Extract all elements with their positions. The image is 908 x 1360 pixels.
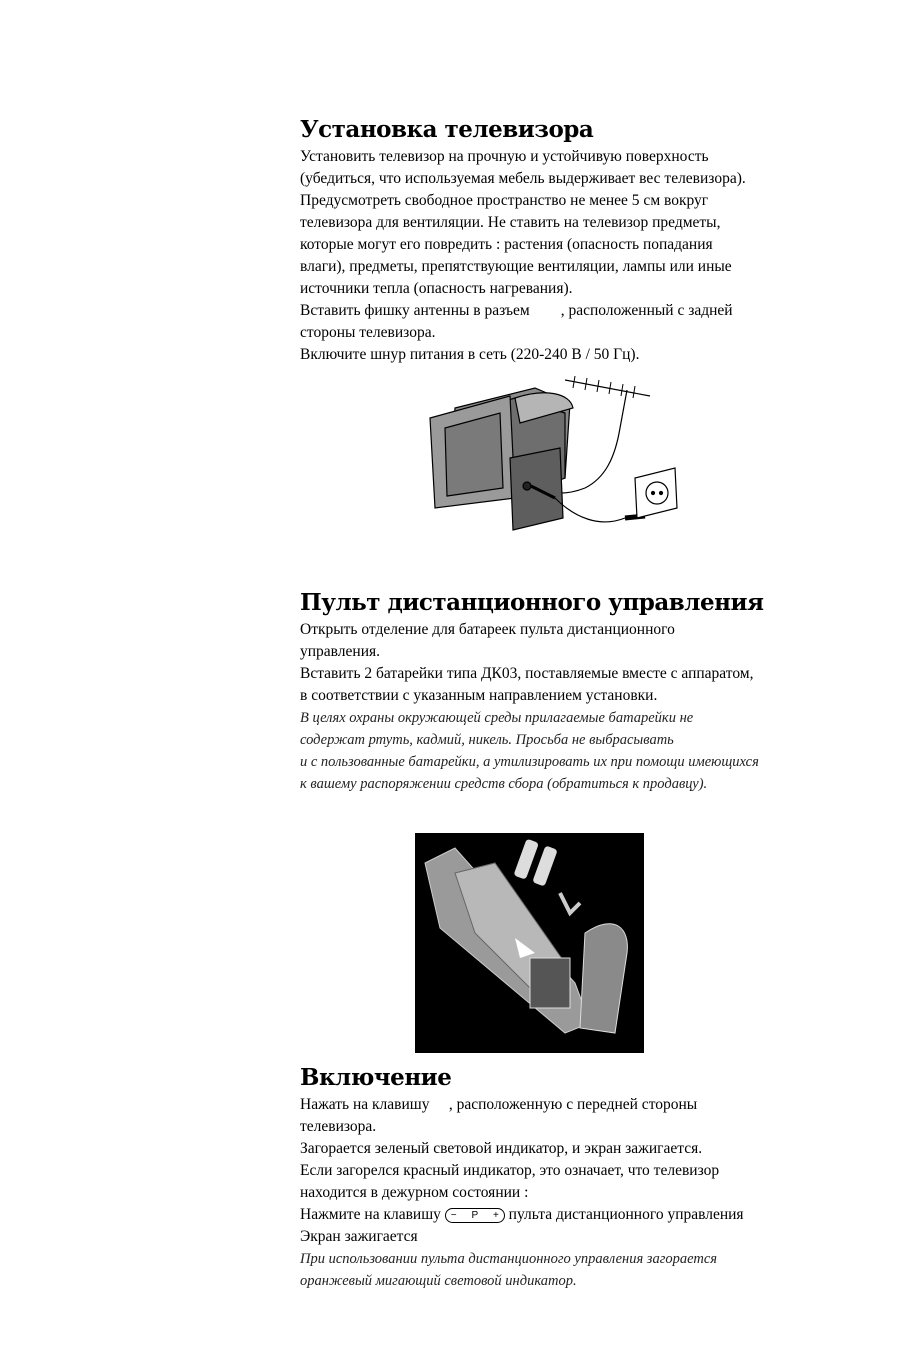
text-line: Предусмотреть свободное пространство не менее 5 см вокруг (300, 192, 709, 209)
text-line: Если загорелся красный индикатор, это означает, что телевизор (300, 1162, 720, 1179)
text-line: Загорается зеленый световой индикатор, и экран зажигается. (300, 1140, 703, 1157)
text-line: Вставить фишку антенны в разъем , расположенный с задней (300, 302, 733, 319)
text-line: Вставить 2 батарейки типа ДК03, поставляемые вместе с аппаратом, (300, 665, 754, 682)
section-title: Установка телевизора (300, 116, 594, 143)
section-title: Пульт дистанционного управления (300, 589, 764, 616)
text-line: в соответствии с указанным направлением установки. (300, 687, 658, 704)
tv-installation-illustration (415, 368, 685, 548)
section-remote-control (300, 588, 860, 795)
p-label: P (471, 1209, 479, 1221)
text-line: которые могут его повредить : растения (опасность попадания (300, 236, 713, 253)
text-line: Включите шнур питания в сеть (220-240 В / 50 Гц). (300, 346, 640, 363)
italic-note-line: В целях охраны окружающей среды прилагаемые батарейки не (300, 710, 694, 726)
text-line: Экран зажигается (300, 1228, 418, 1245)
program-button-icon (445, 1208, 505, 1223)
press-text: Нажмите на клавишу (300, 1206, 441, 1223)
text-line: управления. (300, 643, 380, 660)
section-tv-installation (300, 115, 860, 366)
text-line: находится в дежурном состоянии : (300, 1184, 529, 1201)
text-line: влаги), предметы, препятствующие вентиляции, лампы или иные (300, 258, 732, 275)
italic-note-line: оранжевый мигающий световой индикатор. (300, 1273, 577, 1289)
text-line: телевизора для вентиляции. Не ставить на телевизор предметы, (300, 214, 721, 231)
remote-battery-illustration (415, 833, 644, 1053)
press-text-after: пульта дистанционного управления (508, 1206, 744, 1223)
text-line: источники тепла (опасность нагревания). (300, 280, 573, 297)
section-title: Включение (300, 1064, 452, 1091)
text-line: телевизора. (300, 1118, 377, 1135)
plus-label: + (492, 1209, 499, 1221)
italic-note-line: При использовании пульта дистанционного управления загорается (300, 1251, 718, 1267)
text-line: (убедиться, что используемая мебель выдерживает вес телевизора). (300, 170, 746, 187)
minus-label: − (450, 1209, 457, 1221)
italic-note-line: содержат ртуть, кадмий, никель. Просьба не выбрасывать (300, 732, 674, 748)
italic-note-line: к вашему распоряжении средств сбора (обратиться к продавцу). (300, 776, 708, 792)
text-line (300, 1204, 860, 1226)
italic-note-line: и с пользованные батарейки, а утилизировать их при помощи имеющихся (300, 754, 759, 770)
text-line: Установить телевизор на прочную и устойчивую поверхность (300, 148, 709, 165)
section-switching-on (300, 1063, 860, 1292)
text-line: Нажать на клавишу , расположенную с передней стороны (300, 1096, 698, 1113)
text-line: Открыть отделение для батареек пульта дистанционного (300, 621, 675, 638)
text-line: стороны телевизора. (300, 324, 436, 341)
